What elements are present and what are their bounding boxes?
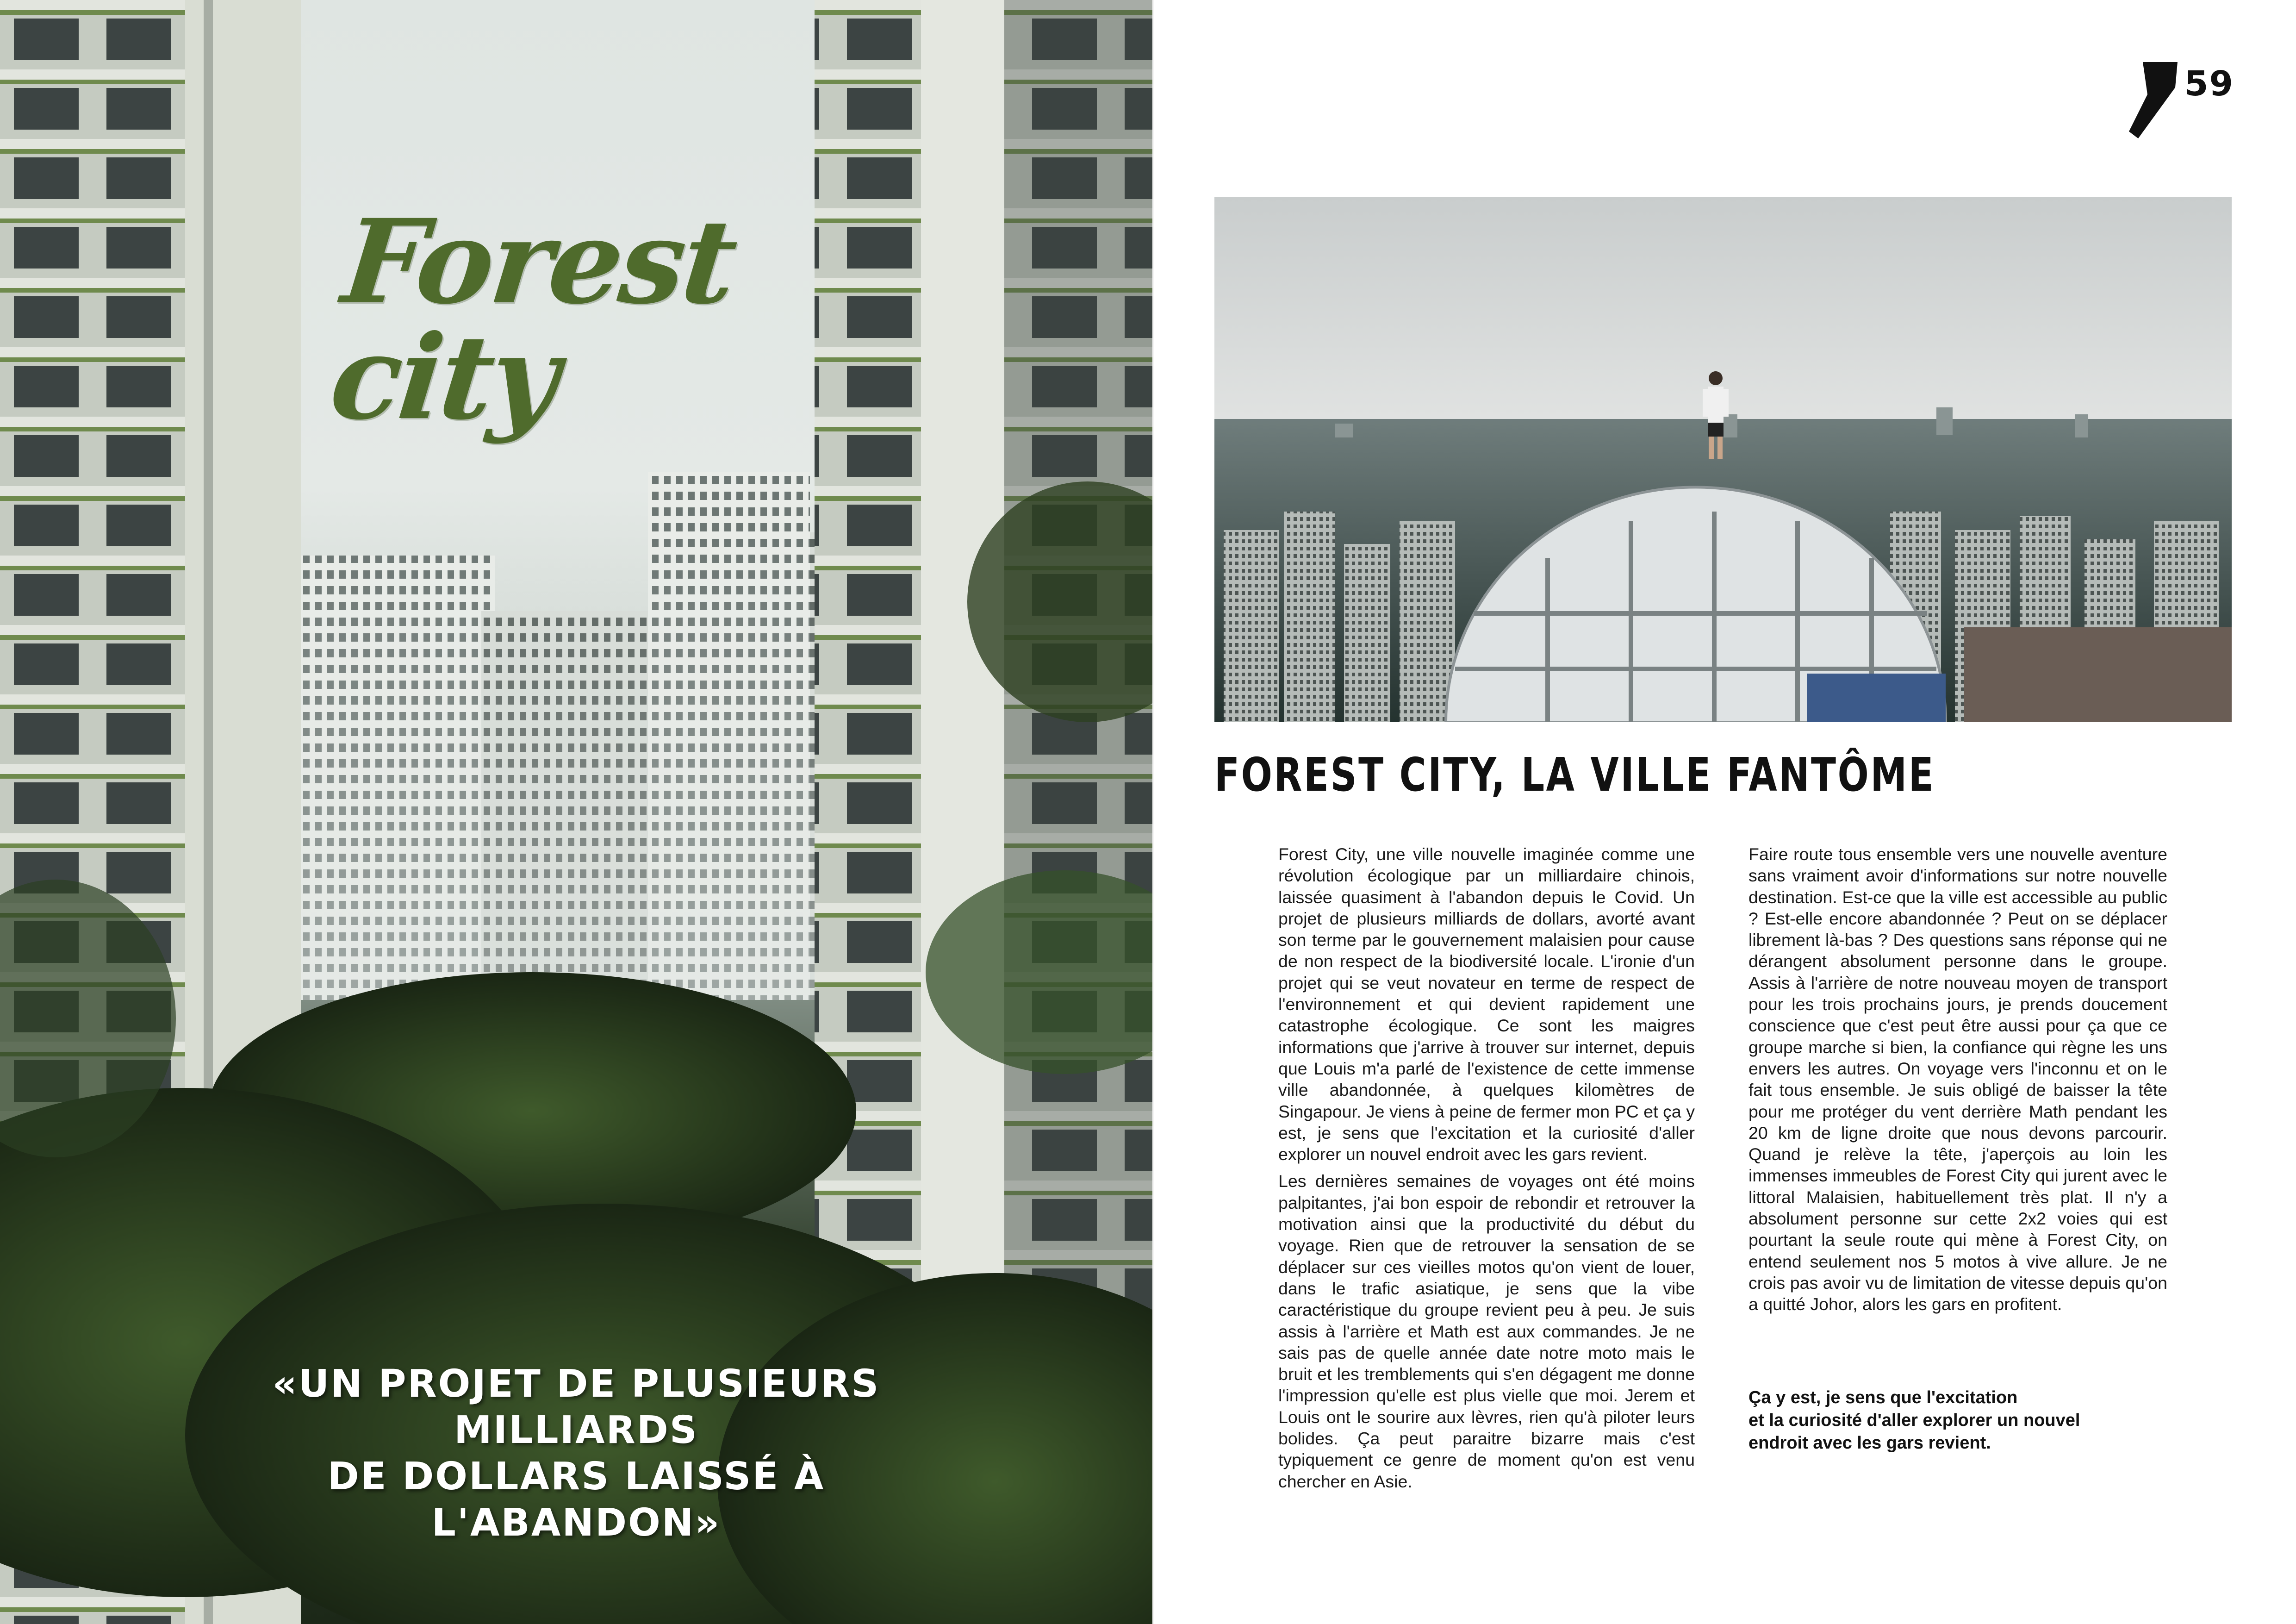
spread-title: Forest city [324, 194, 741, 445]
pull-quote-line: «UN PROJET DE PLUSIEURS MILLIARDS [272, 1362, 880, 1453]
page-number: 59 [2184, 64, 2234, 104]
article-title: FOREST CITY, LA VILLE FANTÔME [1214, 748, 1935, 802]
highlight-line: endroit avec les gars revient. [1748, 1433, 1991, 1453]
rooftop-photo [1214, 197, 2232, 722]
highlight-line: et la curiosité d'aller explorer un nouvel [1748, 1411, 2080, 1430]
page-gutter [1152, 0, 1154, 1624]
paragraph: Les dernières semaines de voyages ont été moins palpitantes, j'ai bon espoir de rebondir et retrouver la motivation ainsi que la productivité du début du voyage. Rien que de retrouver la sensation de se déplacer sur ces vieilles motos qu'on vient de louer, dans le trafic asiatique, je sens que la vibe caractéristique du groupe revient peu à peu. Je suis assis à l'arrière et Math est aux commandes. Je ne sais pas de quelle année date notre moto mais le bruit et les tremblements qui s'en dégagent me donne l'impression qu'elle est plus vielle que moi. Jerem et Louis ont le sourire aux lèvres, rien qu'à piloter leurs bolides. Ça peut paraitre bizarre mais c'est typiquement ce genre de moment qu'on est venu chercher en Asie. [1278, 1171, 1695, 1491]
paragraph: Faire route tous ensemble vers une nouvelle aventure sans vraiment avoir d'informations sur notre nouvelle destination. Est-ce que la ville est accessible au public ? Est-elle encore abandonnée ? Peut on se déplacer librement là-bas ? Des questions sans réponse qui ne dérangent absolument personne dans le groupe. Assis à l'arrière de notre nouveau moyen de transport pour les trois prochains jours, je prends doucement conscience que c'est peut être aussi pour ça que ce groupe marche si bien, la confiance qui règne les uns envers les autres. On voyage vers l'inconnu et on le fait tous ensemble. Je suis obligé de baisser la tête pour me protéger du vent derrière Math pendant les 20 km de ligne droite que nous devons parcourir. Quand je relève la tête, j'aperçois au loin les immenses immeubles de Forest City qui jurent avec le littoral Malaisien, habituellement très plat. Il n'y a absolument personne sur cette 2x2 voies qui est pourtant la seule route qui mène à Forest City, on entend seulement nos 5 motos à vive allure. Je ne crois pas avoir vu de limitation de vitesse depuis qu'on a quitté Johor, alors les gars en profitent. [1748, 844, 2167, 1314]
slash-icon [2129, 62, 2180, 141]
page-number-block [2129, 60, 2249, 139]
article-column-2 [1748, 843, 2167, 1321]
highlight-quote [1748, 1387, 2165, 1455]
highlight-line: Ça y est, je sens que l'excitation [1748, 1388, 2018, 1407]
article-column-1 [1278, 843, 1695, 1498]
pull-quote [185, 1361, 967, 1546]
man-on-rooftop-image [1214, 197, 2232, 722]
paragraph: Forest City, une ville nouvelle imaginée comme une révolution écologique par un milliardaire chinois, laissée quasiment à l'abandon depuis le Covid. Un projet de plusieurs milliards de dollars, avorté avant son terme par le gouvernement malaisien pour cause de non respect de la biodiversité locale. L'ironie d'un projet qui se veut novateur en terme de respect de l'environnement et qui devient rapidement une catastrophe écologique. Ce sont les maigres informations que j'arrive à trouver sur internet, depuis que Louis m'a parlé de l'existence de cette immense ville abandonnée, à quelques kilomètres de Singapour. Je viens à peine de fermer mon PC et ça y est, je sens que l'excitation et la curiosité d'aller explorer un nouvel endroit avec les gars revient. [1278, 844, 1695, 1164]
pull-quote-line: DE DOLLARS LAISSÉ À L'ABANDON» [327, 1455, 825, 1545]
